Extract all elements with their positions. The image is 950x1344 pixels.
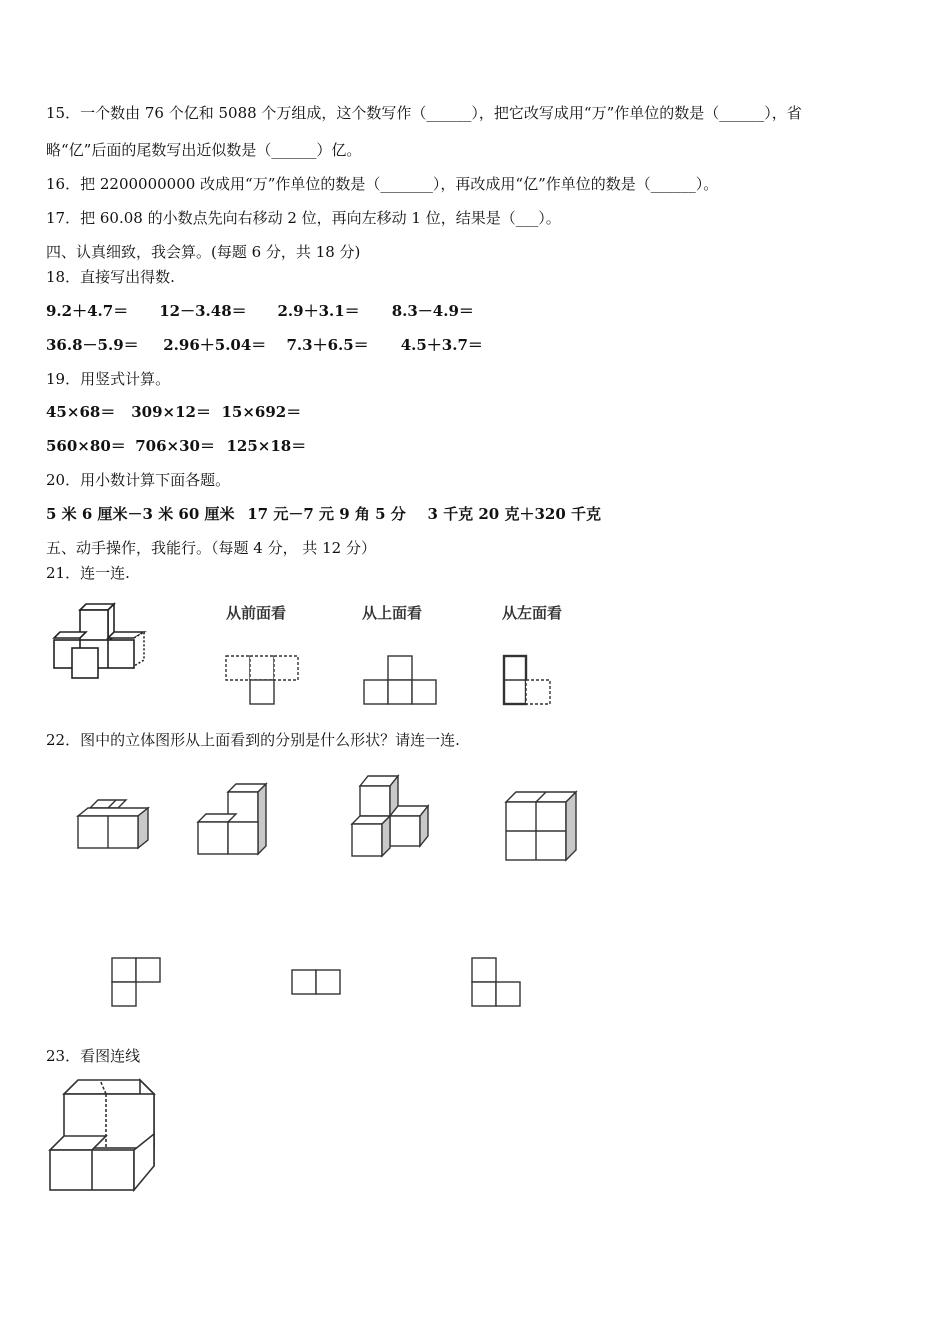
q21-front-view [224, 652, 302, 708]
q22-solid-a [76, 798, 152, 854]
q18-item: 9.2＋4.7＝ [46, 302, 129, 320]
q19-item: 45×68＝ [46, 403, 116, 421]
q22-solid-b [196, 780, 272, 856]
q18-row1 [46, 301, 474, 321]
q22-top-view-c [470, 956, 524, 1008]
q19-item: 15×692＝ [221, 403, 302, 421]
q16: 16．把 2200000000 改成用“万”作单位的数是（_______），再改成用“亿”作单位的数是（______）。 [46, 175, 719, 193]
q22-title: 22．图中的立体图形从上面看到的分别是什么形状？请连一连. [46, 731, 460, 749]
q22-top-view-a [110, 956, 164, 1008]
q18-item: 36.8－5.9＝ [46, 336, 139, 354]
q20-item: 17 元－7 元 9 角 5 分 [247, 505, 406, 523]
q19-item: 706×30＝ [135, 437, 215, 455]
q21-top-view [362, 652, 440, 708]
q21-title: 21．连一连. [46, 564, 130, 582]
q20-row [46, 504, 601, 524]
q18-row2 [46, 335, 483, 355]
q21-solid-figure [50, 600, 150, 682]
q21-view-front-label: 从前面看 [226, 604, 287, 622]
q18-item: 4.5＋3.7＝ [400, 336, 483, 354]
q19-item: 560×80＝ [46, 437, 126, 455]
section4-heading: 四、认真细致，我会算。(每题 6 分，共 18 分) [46, 243, 361, 261]
q20-title: 20．用小数计算下面各题。 [46, 471, 231, 489]
q22-solid-c [348, 772, 434, 860]
q19-row2 [46, 436, 306, 456]
q18-item: 2.9＋3.1＝ [277, 302, 360, 320]
q18-title: 18．直接写出得数. [46, 268, 175, 286]
q22-solid-d [502, 788, 580, 864]
q20-item: 3 千克 20 克＋320 千克 [427, 505, 601, 523]
q15-line2: 略“亿”后面的尾数写出近似数是（______）亿。 [46, 141, 362, 159]
q23-title: 23．看图连线 [46, 1047, 141, 1065]
q19-item: 125×18＝ [226, 437, 307, 455]
q15-line1: 15．一个数由 76 个亿和 5088 个万组成，这个数写作（______），把它改写成用“万”作单位的数是（______），省 [46, 104, 802, 122]
q20-item: 5 米 6 厘米－3 米 60 厘米 [46, 505, 235, 523]
q18-item: 8.3－4.9＝ [391, 302, 474, 320]
q21-view-left-label: 从左面看 [502, 604, 563, 622]
q23-solid-figure [44, 1078, 160, 1198]
section5-heading: 五、动手操作，我能行。（每题 4 分， 共 12 分） [46, 539, 376, 557]
q22-top-view-b [290, 968, 344, 998]
q19-row1 [46, 402, 301, 422]
q18-item: 7.3＋6.5＝ [286, 336, 369, 354]
q21-left-view [502, 652, 558, 708]
q17: 17．把 60.08 的小数点先向右移动 2 位，再向左移动 1 位，结果是（___）。 [46, 209, 561, 227]
q19-title: 19．用竖式计算。 [46, 370, 171, 388]
q18-item: 2.96＋5.04＝ [163, 336, 267, 354]
q18-item: 12－3.48＝ [159, 302, 247, 320]
q19-item: 309×12＝ [131, 403, 211, 421]
q21-view-top-label: 从上面看 [362, 604, 423, 622]
